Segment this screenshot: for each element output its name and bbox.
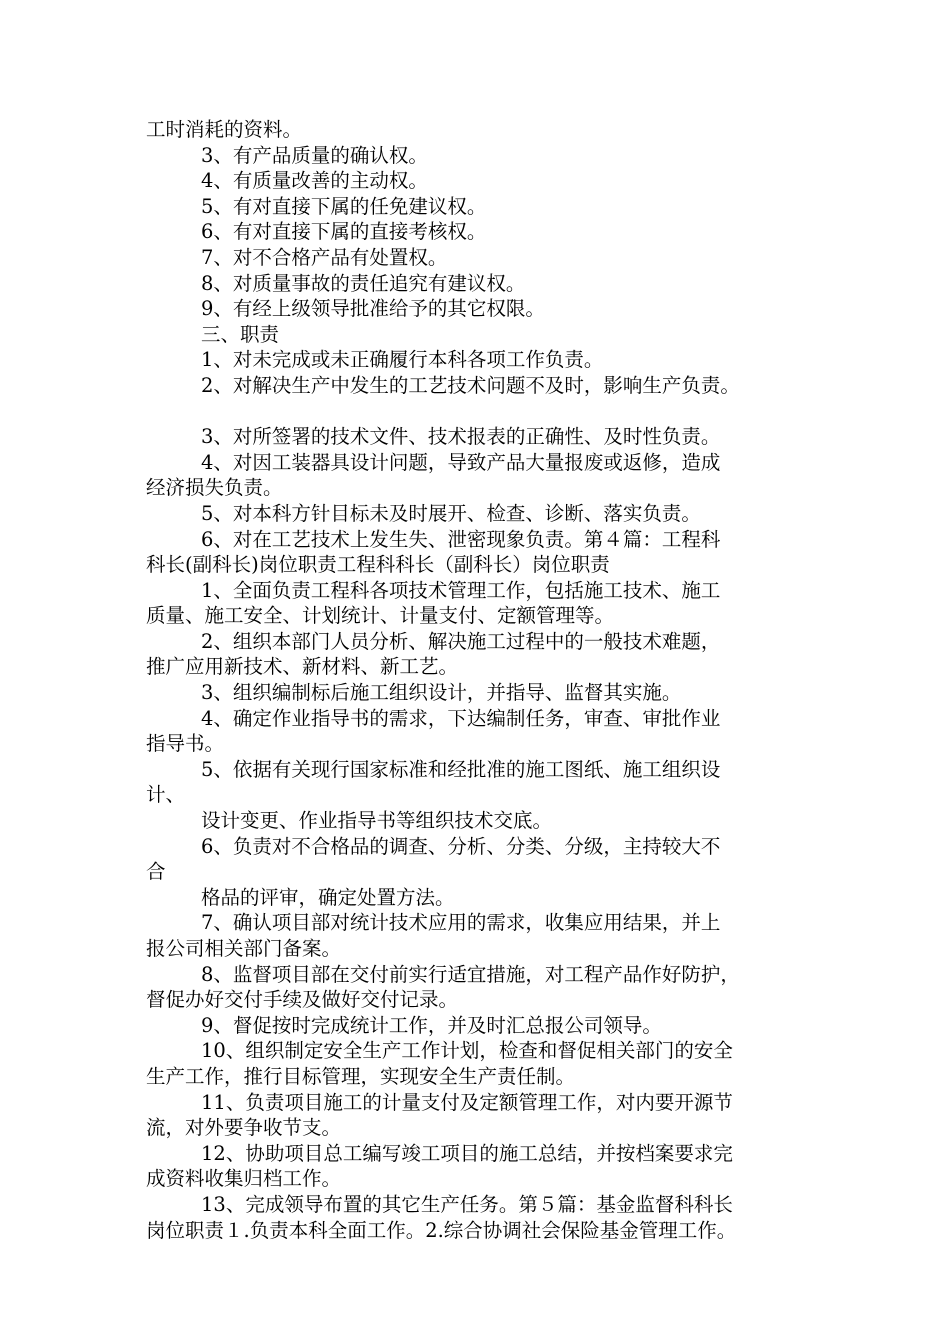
text-line: 4、对因工装器具设计问题，导致产品大量报废或返修，造成 — [201, 450, 721, 474]
text-line: 10、组织制定安全生产工作计划，检查和督促相关部门的安全 — [201, 1039, 733, 1063]
text-line: 2、组织本部门人员分析、解决施工过程中的一般技术难题， — [201, 629, 721, 653]
text-line: 7、对不合格产品有处置权。 — [201, 245, 448, 269]
text-line: 11、负责项目施工的计量支付及定额管理工作，对内要开源节 — [201, 1090, 733, 1114]
text-line: 8、对质量事故的责任追究有建议权。 — [201, 271, 526, 295]
text-line: 9、有经上级领导批准给予的其它权限。 — [201, 297, 545, 321]
text-line: 7、确认项目部对统计技术应用的需求，收集应用结果，并上 — [201, 911, 721, 935]
text-line: 12、协助项目总工编写竣工项目的施工总结，并按档案要求完 — [201, 1141, 733, 1165]
text-line: 5、有对直接下属的任免建议权。 — [201, 194, 487, 218]
text-line: 6、对在工艺技术上发生失、泄密现象负责。第４篇：工程科 — [201, 527, 721, 551]
text-line: 2、对解决生产中发生的工艺技术问题不及时，影响生产负责。 — [201, 373, 740, 397]
text-line: 经济损失负责。 — [146, 476, 283, 500]
text-line: 3、组织编制标后施工组织设计，并指导、监督其实施。 — [201, 681, 682, 705]
text-line: 3、对所签署的技术文件、技术报表的正确性、及时性负责。 — [201, 425, 721, 449]
text-line: 6、有对直接下属的直接考核权。 — [201, 220, 487, 244]
text-line: 工时消耗的资料。 — [146, 118, 303, 141]
text-line: 生产工作，推行目标管理，实现安全生产责任制。 — [146, 1064, 576, 1088]
text-line: 岗位职责１.负责本科全面工作。2.综合协调社会保险基金管理工作。 — [146, 1218, 737, 1242]
text-line: 合 — [146, 860, 166, 884]
text-line: 1、全面负责工程科各项技术管理工作，包括施工技术、施工 — [201, 578, 721, 602]
text-line: 1、对未完成或未正确履行本科各项工作负责。 — [201, 348, 604, 372]
text-line: 指导书。 — [146, 732, 225, 756]
text-line: 4、有质量改善的主动权。 — [201, 169, 428, 193]
text-line: 13、完成领导布置的其它生产任务。第５篇：基金监督科科长 — [201, 1192, 733, 1216]
text-line: 格品的评审，确定处置方法。 — [201, 885, 455, 909]
text-line: 成资料收集归档工作。 — [146, 1167, 342, 1191]
text-line: 科长(副科长)岗位职责工程科科长（副科长）岗位职责 — [146, 553, 610, 577]
text-line: 质量、施工安全、计划统计、计量支付、定额管理等。 — [146, 604, 615, 628]
blank-line — [146, 399, 836, 425]
text-line: 5、对本科方针目标未及时展开、检查、诊断、落实负责。 — [201, 501, 701, 525]
text-line: 报公司相关部门备案。 — [146, 937, 342, 960]
text-line: 5、依据有关现行国家标准和经批准的施工图纸、施工组织设 — [201, 757, 721, 781]
section-heading: 三、职责 — [201, 322, 280, 346]
document-page — [146, 117, 836, 1243]
text-line: 3、有产品质量的确认权。 — [201, 143, 428, 167]
text-line: 9、督促按时完成统计工作，并及时汇总报公司领导。 — [201, 1013, 662, 1037]
text-line: 设计变更、作业指导书等组织技术交底。 — [201, 809, 553, 833]
text-line: 8、监督项目部在交付前实行适宜措施，对工程产品作好防护， — [201, 962, 740, 986]
text-line: 推广应用新技术、新材料、新工艺。 — [146, 655, 459, 679]
text-line: 6、负责对不合格品的调查、分析、分类、分级，主持较大不 — [201, 834, 721, 858]
text-line: 流，对外要争收节支。 — [146, 1116, 342, 1140]
text-line: 4、确定作业指导书的需求，下达编制任务，审查、审批作业 — [201, 706, 721, 730]
text-line: 计、 — [146, 783, 186, 807]
text-line: 督促办好交付手续及做好交付记录。 — [146, 988, 459, 1012]
